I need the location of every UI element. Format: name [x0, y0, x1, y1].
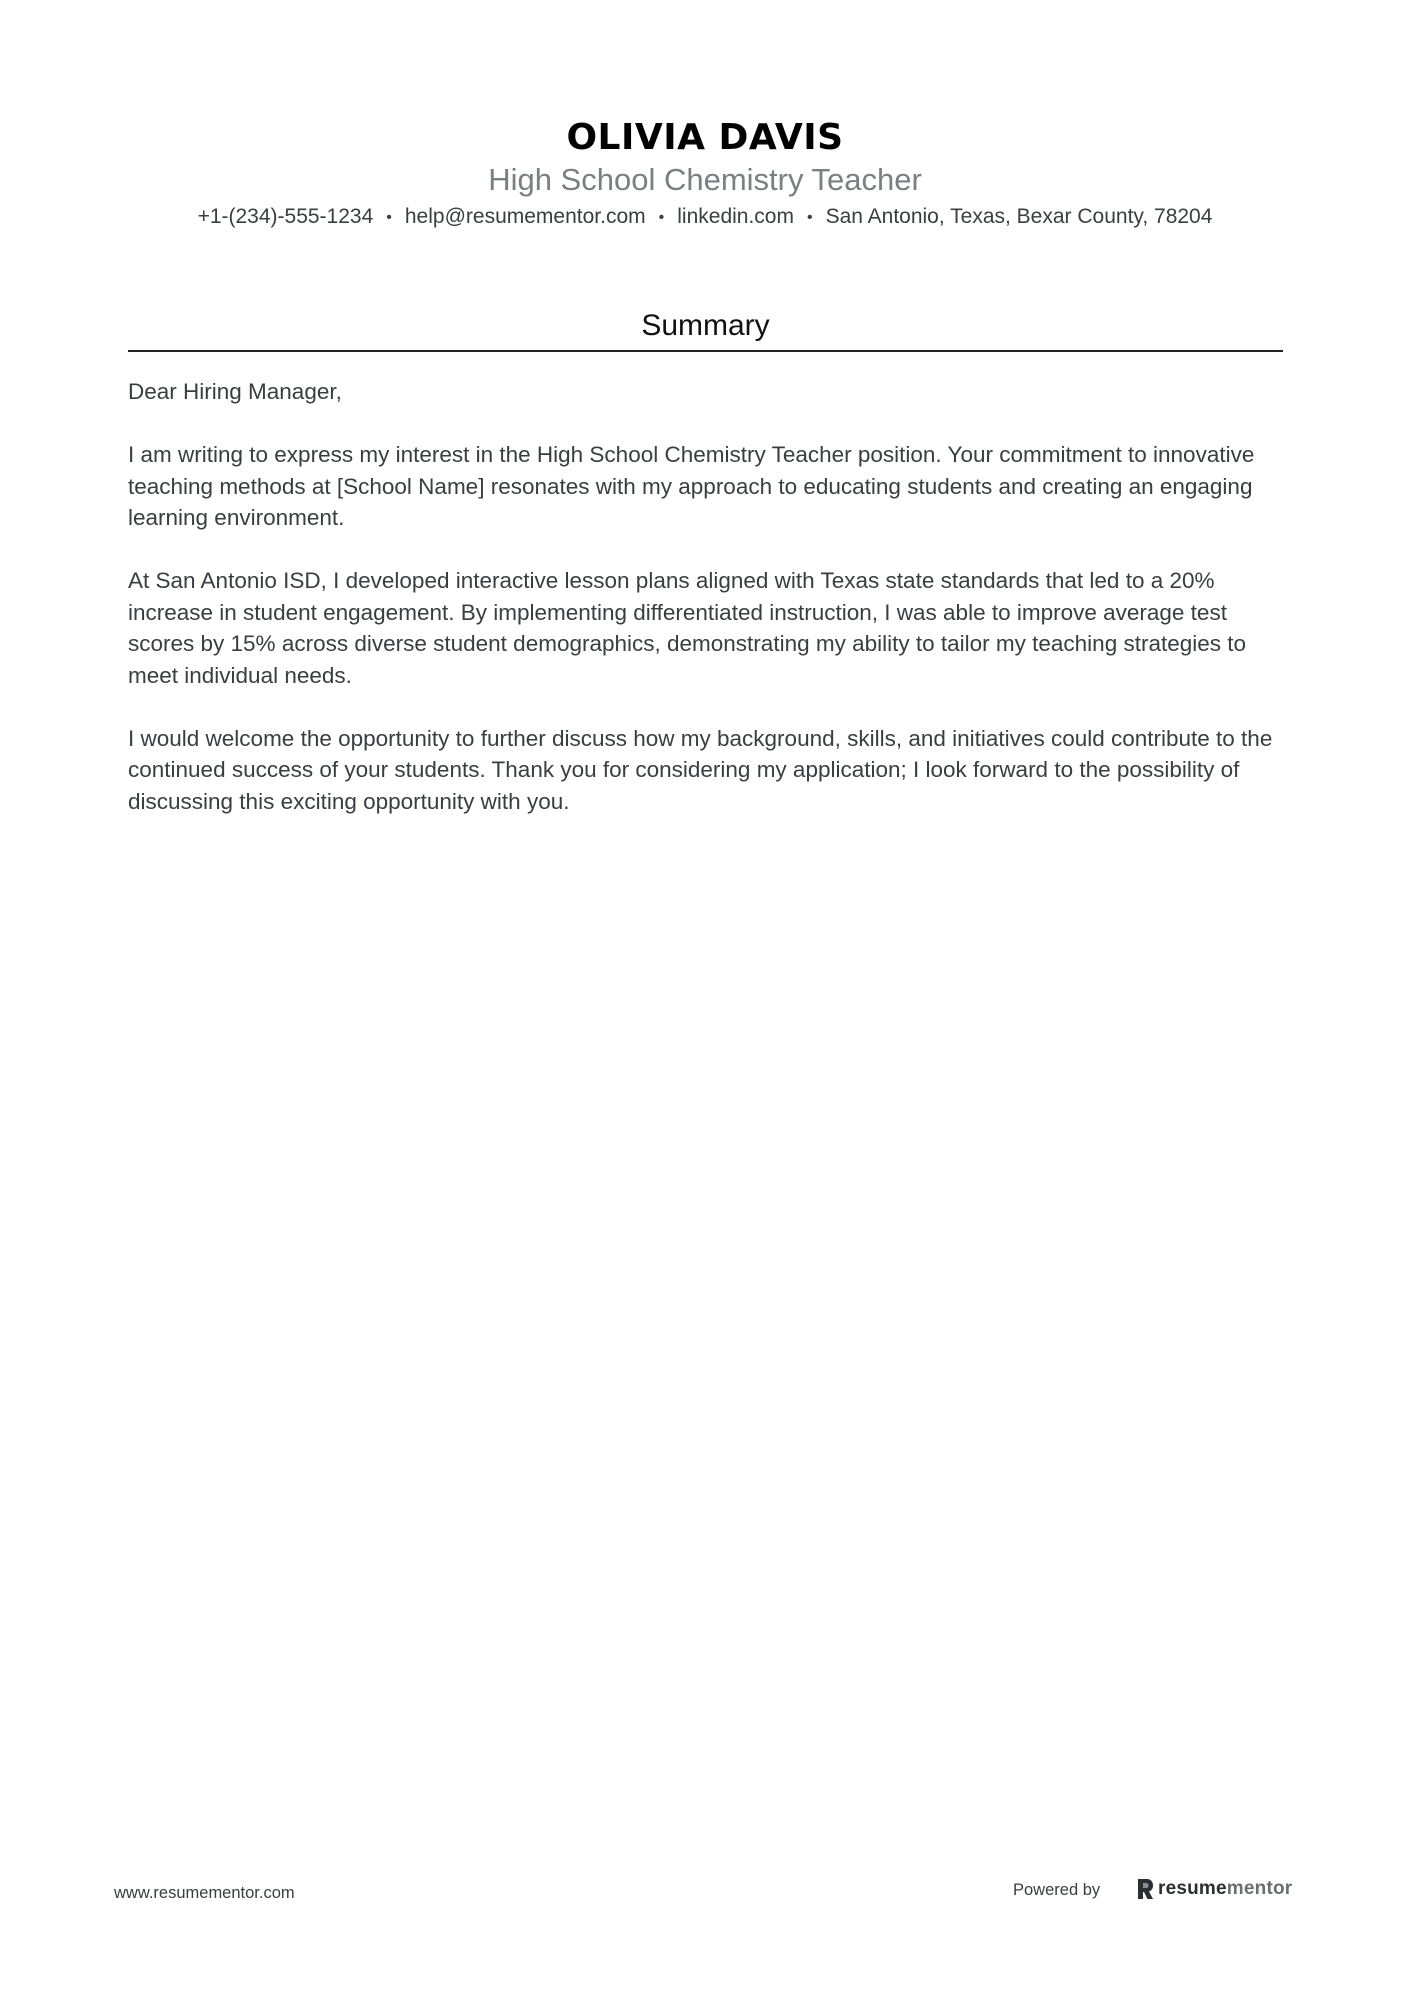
brand-wordmark-dark: resume: [1158, 1878, 1227, 1899]
contact-location: San Antonio, Texas, Bexar County, 78204: [825, 205, 1213, 228]
contact-separator: •: [806, 209, 813, 226]
brand-wordmark-light: mentor: [1226, 1878, 1293, 1899]
letter-paragraph: At San Antonio ISD, I developed interactive lesson plans aligned with Texas state standards that led to a 20% increase in student engagement. By implementing differentiated instruction, I was able to improve average test scores by 15% across diverse student demographics, demonstrating my ability to tailor my teaching strategies to meet individual needs.: [128, 568, 1247, 688]
contact-line: [0, 204, 1410, 231]
letter-paragraph: I am writing to express my interest in the High School Chemistry Teacher position. Your commitment to innovative teaching methods at [School Name] resonates with my approach to educating students and creating an engaging learning environment.: [128, 442, 1255, 530]
letter-body: [128, 376, 1288, 849]
candidate-name: OLIVIA DAVIS: [566, 117, 844, 158]
letter-header: [0, 112, 1410, 231]
brand-logo: [1136, 1875, 1292, 1903]
footer-website: www.resumementor.com: [114, 1884, 295, 1902]
resumementor-logo-icon: [1136, 1878, 1154, 1900]
contact-email: help@resumementor.com: [404, 205, 646, 228]
summary-divider: [128, 350, 1283, 352]
contact-linkedin: linkedin.com: [677, 205, 794, 228]
contact-phone: +1-(234)-555-1234: [197, 205, 374, 228]
candidate-job-title: High School Chemistry Teacher: [488, 162, 922, 197]
contact-separator: •: [658, 209, 665, 226]
powered-by-label: Powered by: [1013, 1881, 1101, 1899]
letter-paragraph: I would welcome the opportunity to further discuss how my background, skills, and initiatives could contribute to the continued success of your students. Thank you for considering my application; I look forward to the possibility of discussing this exciting opportunity with you.: [128, 725, 1273, 814]
letter-salutation: Dear Hiring Manager,: [128, 379, 342, 404]
brand-wordmark: [1158, 1878, 1292, 1900]
contact-separator: •: [386, 209, 392, 226]
summary-heading: Summary: [641, 309, 770, 342]
